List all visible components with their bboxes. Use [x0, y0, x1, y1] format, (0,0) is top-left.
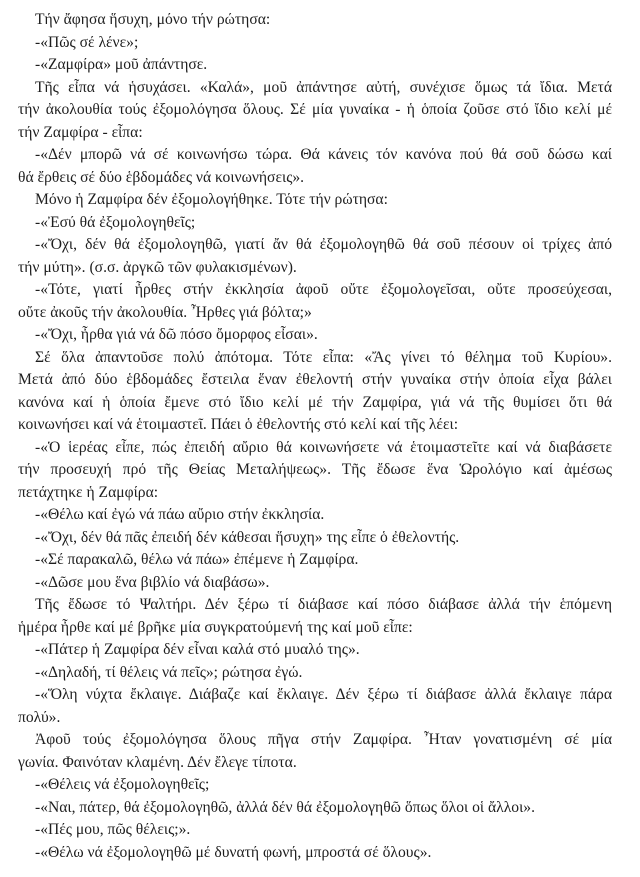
text-line: θά ἔρθεις σέ δύο ἑβδομάδες νά κοινωνήσεις». — [18, 168, 305, 186]
paragraph — [18, 189, 612, 212]
text-line: Μετά ἀπό δύο ἑβδομάδες ἔστειλα ἕναν ἐθελοντή στήν γυναίκα στήν ὁποία εἶχα βάλει — [18, 371, 612, 388]
text-line: Ἀφοῦ τούς ἐξομολόγησα ὅλους πῆγα στήν Ζαμφίρα. Ἦταν γονατισμένη σέ μία — [35, 731, 612, 748]
paragraph — [18, 684, 612, 729]
paragraph — [18, 234, 612, 279]
text-line: τήν Ζαμφίρα - εἶπα: — [18, 123, 143, 141]
text-line: -«Πῶς σέ λένε»; — [35, 33, 139, 51]
text-line: τήν μύτη». (σ.σ. ἀργκῶ τῶν φυλακισμένων). — [18, 258, 297, 276]
text-line: -«Θέλω νά ἐξομολογηθῶ μέ δυνατή φωνή, μπροστά σέ ὅλους». — [35, 843, 432, 861]
text-line: -«Ἐσύ θά ἐξομολογηθεῖς; — [35, 213, 196, 231]
text-line: τήν προσευχή πρό τῆς Θείας Μεταλήψεως». Τῆς ἔδωσε ἕνα Ὡρολόγιο καί ἀμέσως — [18, 461, 612, 478]
text-line: -«Θέλω καί ἐγώ νά πάω αὔριο στήν ἐκκλησία. — [35, 506, 325, 523]
text-line: Σέ ὅλα ἀπαντοῦσε πολύ ἀπότομα. Τότε εἶπα: «Ἄς γίνει τό θέλημα τοῦ Κυρίου». — [35, 348, 612, 366]
paragraph — [18, 504, 612, 527]
text-line: -«Ὄχι, δέν θά ἐξομολογηθῶ, γιατί ἄν θά ἐξομολογηθῶ θά σοῦ πέσουν οἱ τρίχες ἀπό — [35, 236, 612, 253]
paragraph — [18, 842, 612, 865]
paragraph — [18, 77, 612, 145]
text-line: -«Πάτερ ἡ Ζαμφίρα δέν εἶναι καλά στό μυαλό της». — [35, 641, 360, 658]
text-line: πετάχτηκε ἡ Ζαμφίρα: — [18, 483, 159, 501]
text-line: -«Ναι, πάτερ, θά ἐξομολογηθῶ, ἀλλά δέν θά ἐξομολογηθῶ ὅπως ὅλοι οἱ ἄλλοι». — [35, 798, 535, 816]
paragraph — [18, 324, 612, 347]
text-line: Τῆς ἔδωσε τό Ψαλτήρι. Δέν ξέρω τί διάβασε καί πόσο διάβασε ἀλλά τήν ἑπόμενη — [35, 596, 612, 613]
text-line: -«Σέ παρακαλῶ, θέλω νά πάω» ἐπέμενε ἡ Ζαμφίρα. — [35, 551, 359, 568]
text-line: Τήν ἄφησα ἥσυχη, μόνο τήν ρώτησα: — [35, 11, 271, 28]
text-line: -«Ὅλη νύχτα ἔκλαιγε. Διάβαζε καί ἔκλαιγε. Δέν ξέρω τί διάβασε ἀλλά ἔκλαιγε πάρα — [35, 686, 612, 703]
text-line: -«Πές μου, πῶς θέλεις;». — [35, 821, 191, 838]
paragraph — [18, 594, 612, 639]
paragraph — [18, 662, 612, 685]
text-line: ἡμέρα ἦρθε καί μέ βρῆκε μία συγκρατούμενή της καί μοῦ εἶπε: — [18, 618, 413, 636]
paragraph — [18, 437, 612, 505]
text-line: -«Ὄχι, ἦρθα γιά νά δῶ πόσο ὄμορφος εἶσαι». — [35, 326, 318, 343]
text-line: -«Θέλεις νά ἐξομολογηθεῖς; — [35, 776, 210, 793]
paragraph — [18, 279, 612, 324]
paragraph — [18, 527, 612, 550]
text-line: Τῆς εἶπα νά ἡσυχάσει. «Καλά», μοῦ ἀπάντησε αὐτή, συνέχισε ὅμως τά ἴδια. Μετά — [35, 78, 612, 96]
paragraph — [18, 54, 612, 77]
text-line: -«Δέν μπορῶ νά σέ κοινωνήσω τώρα. Θά κάνεις τόν κανόνα πού θά σοῦ δώσω καί — [35, 146, 612, 163]
text-line: -«Ὄχι, δέν θά πᾶς ἐπειδή δέν κάθεσαι ἥσυχη» της εἶπε ὁ ἐθελοντής. — [35, 528, 460, 546]
paragraph — [18, 797, 612, 820]
text-line: κανόνα καί ἡ ὁποία ἔμενε στό ἴδιο κελί μέ τήν Ζαμφίρα, γιά νά τῆς θυμίσει ὅτι θά — [18, 393, 612, 411]
paragraph — [18, 144, 612, 189]
paragraph — [18, 347, 612, 437]
paragraph — [18, 32, 612, 55]
paragraph — [18, 572, 612, 595]
text-line: γωνία. Φαινόταν κλαμένη. Δέν ἔλεγε τίποτα. — [18, 753, 297, 771]
text-line: τήν ἀκολουθία τούς ἐξομολόγησα ὅλους. Σέ μία γυναίκα - ἡ ὁποία ζοῦσε στό ἴδιο κελί μέ — [18, 101, 612, 118]
text-line: πολύ». — [18, 708, 61, 726]
paragraph — [18, 774, 612, 797]
paragraph — [18, 549, 612, 572]
paragraph — [18, 9, 612, 32]
paragraph — [18, 212, 612, 235]
text-line: -«Ζαμφίρα» μοῦ ἀπάντησε. — [35, 56, 208, 73]
text-line: -«Ὁ ἱερέας εἶπε, πώς ἐπειδή αὔριο θά κοινωνήσετε νά ἑτοιμαστεῖτε καί νά διαβάσετε — [35, 438, 612, 456]
text-line: Μόνο ἡ Ζαμφίρα δέν ἐξομολογήθηκε. Τότε τήν ρώτησα: — [35, 191, 388, 208]
paragraph — [18, 729, 612, 774]
text-line: οὔτε ἀκοῦς τήν ἀκολουθία. Ἦρθες γιά βόλτα;» — [18, 303, 312, 321]
paragraph — [18, 639, 612, 662]
text-line: -«Τότε, γιατί ἦρθες στήν ἐκκλησία ἀφοῦ οὔτε ἐξομολογεῖσαι, οὔτε προσεύχεσαι, — [35, 281, 612, 298]
text-line: -«Δῶσε μου ἕνα βιβλίο νά διαβάσω». — [35, 573, 270, 591]
text-line: -«Δηλαδή, τί θέλεις νά πεῖς»; ρώτησα ἐγώ. — [35, 663, 303, 681]
text-line: κοινωνήσει καί νά ἑτοιμαστεῖ. Πάει ὁ ἐθελοντής στό κελί καί τῆς λέει: — [18, 416, 459, 433]
paragraph — [18, 819, 612, 842]
